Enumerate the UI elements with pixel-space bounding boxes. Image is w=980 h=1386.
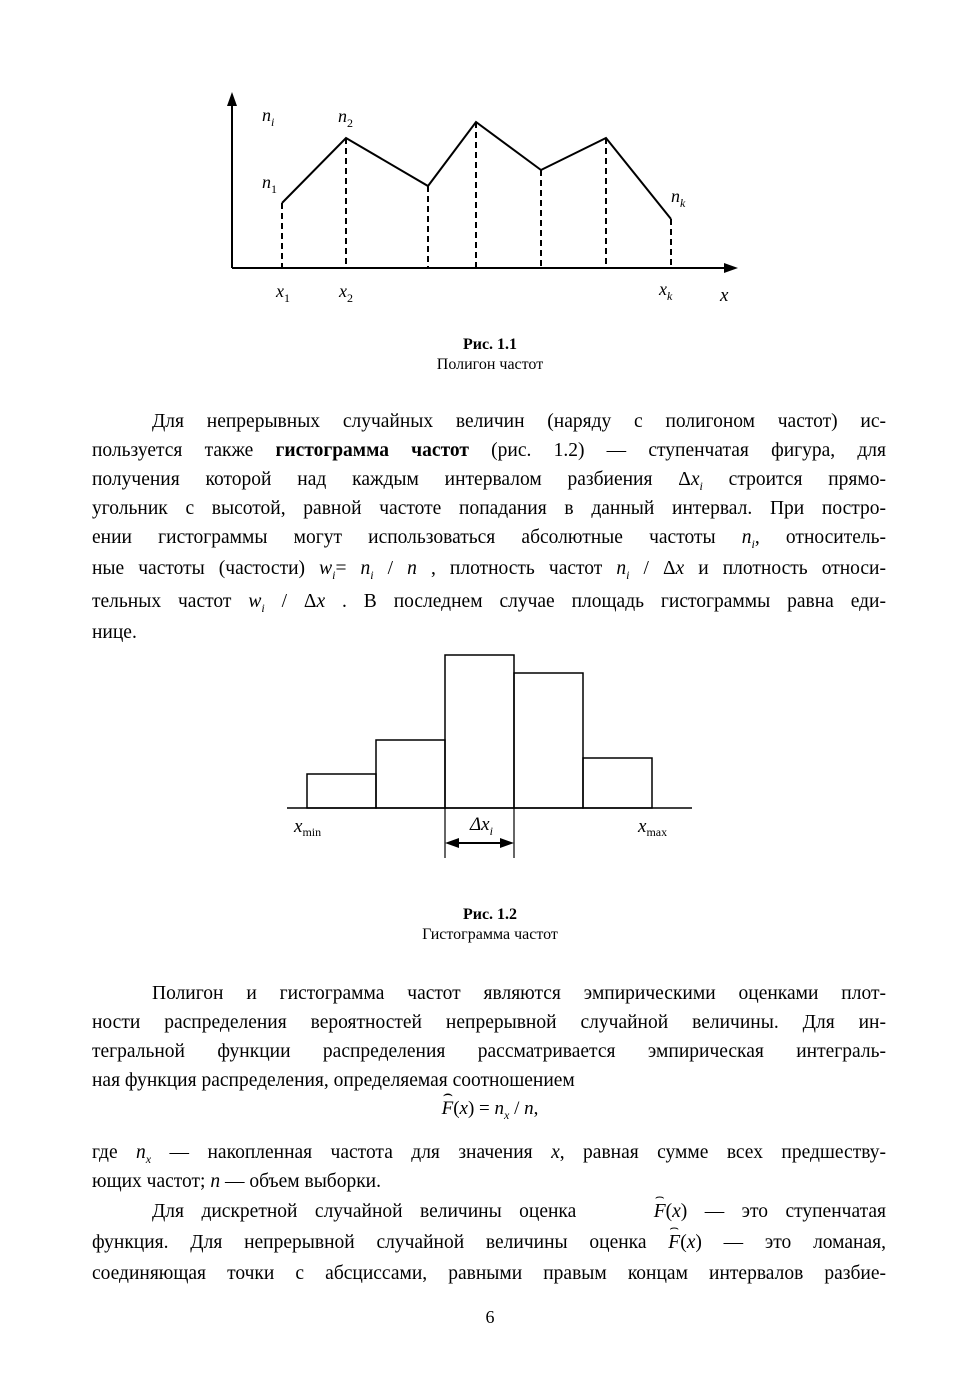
label-n-i: $n_i$ (262, 105, 275, 129)
figure1-caption-num: Рис. 1.1 (462, 336, 518, 353)
hist-bars (307, 655, 652, 808)
label-nk: $n_k$ (671, 186, 686, 210)
hist-bar-5 (583, 758, 652, 808)
p2-line: Полигон и гистограмма частот являются эмпирическими оценками плот- (152, 983, 886, 1004)
p1-line: тельных частот $w_i$ / Δx . В последнем случае площадь гистограммы равна еди- (92, 591, 886, 615)
paragraph-4 (92, 1189, 886, 1289)
p1-line: нице. (92, 622, 137, 643)
p2-line: ности распределения вероятностей непрерывной случайной величины. Для ин- (92, 1012, 886, 1033)
hist-bar-3 (445, 655, 514, 808)
p2-line: ная функция распределения, определяемая соотношением (92, 1070, 575, 1091)
label-xk: $x_k$ (659, 279, 673, 303)
hist-bar-1 (307, 774, 376, 808)
label-x2: $x_2$ (339, 281, 353, 305)
p1-line: ные частоты (частости) $w_i= n_i / n$ , плотность частот $n_i$ / Δx и плотность относи- (92, 558, 886, 582)
paragraph-1 (92, 407, 886, 647)
hist-bar-4 (514, 673, 583, 808)
empirical-cdf-formula: F ⌢ $(x) = n_x / n$, (441, 1086, 539, 1122)
label-n1: $n_1$ (262, 172, 277, 196)
p4-line: соединяющая точки с абсциссами, равными правым концам интервалов разбие- (92, 1263, 886, 1284)
label-xmax: $x_{max}$ (638, 816, 668, 839)
label-xmin: $x_{min}$ (294, 816, 322, 839)
p1-line: Для непрерывных случайных величин (наряду с полигоном частот) ис- (152, 411, 886, 432)
x-axis-arrow (724, 263, 738, 273)
figure2-caption-text: Гистограмма частот (422, 926, 558, 943)
p1-line: пользуется также гистограмма частот (рис. 1.2) — ступенчатая фигура, для (92, 440, 886, 461)
label-x: x (720, 285, 729, 306)
hist-bar-2 (376, 740, 445, 808)
paragraph-2 (92, 979, 886, 1095)
figure2-caption (0, 905, 980, 945)
p1-line: получения которой над каждым интервалом разбиения $\Delta x_i$ строится прямо- (92, 469, 886, 493)
histogram-figure (0, 640, 980, 870)
frequency-polygon-figure (0, 0, 980, 320)
paragraph-3 (92, 1138, 886, 1196)
page-number: 6 (485, 1307, 495, 1327)
label-dx: $\Delta x_i$ (470, 814, 493, 838)
figure1-caption (0, 335, 980, 375)
label-x1: $x_1$ (276, 281, 290, 305)
p2-line: тегральной функции распределения рассматривается эмпирическая интеграль- (92, 1041, 886, 1062)
figure1-caption-text: Полигон частот (436, 356, 544, 373)
dx-arrow-right (500, 838, 514, 848)
figure2-caption-num: Рис. 1.2 (462, 906, 518, 923)
p3-line: ющих частот; n — объем выборки. (92, 1171, 381, 1192)
p3-line: где $n_x$ — накопленная частота для значения x, равная сумме всех предшеству- (92, 1142, 887, 1166)
p4-line: Для дискретной случайной величины оценка F ⌢ (x) — это ступенчатая (152, 1189, 886, 1222)
label-n2: $n_2$ (338, 106, 353, 130)
p1-line: ении гистограммы могут использоваться абсолютные частоты $n_i$, относитель- (92, 527, 886, 551)
y-axis-arrow (227, 92, 237, 106)
p1-line: угольник с высотой, равной частоте попадания в данный интервал. При постро- (92, 498, 886, 519)
dx-arrow-left (445, 838, 459, 848)
p4-line: функция. Для непрерывной случайной величины оценка F ⌢ (x) — это ломаная, (92, 1220, 886, 1253)
